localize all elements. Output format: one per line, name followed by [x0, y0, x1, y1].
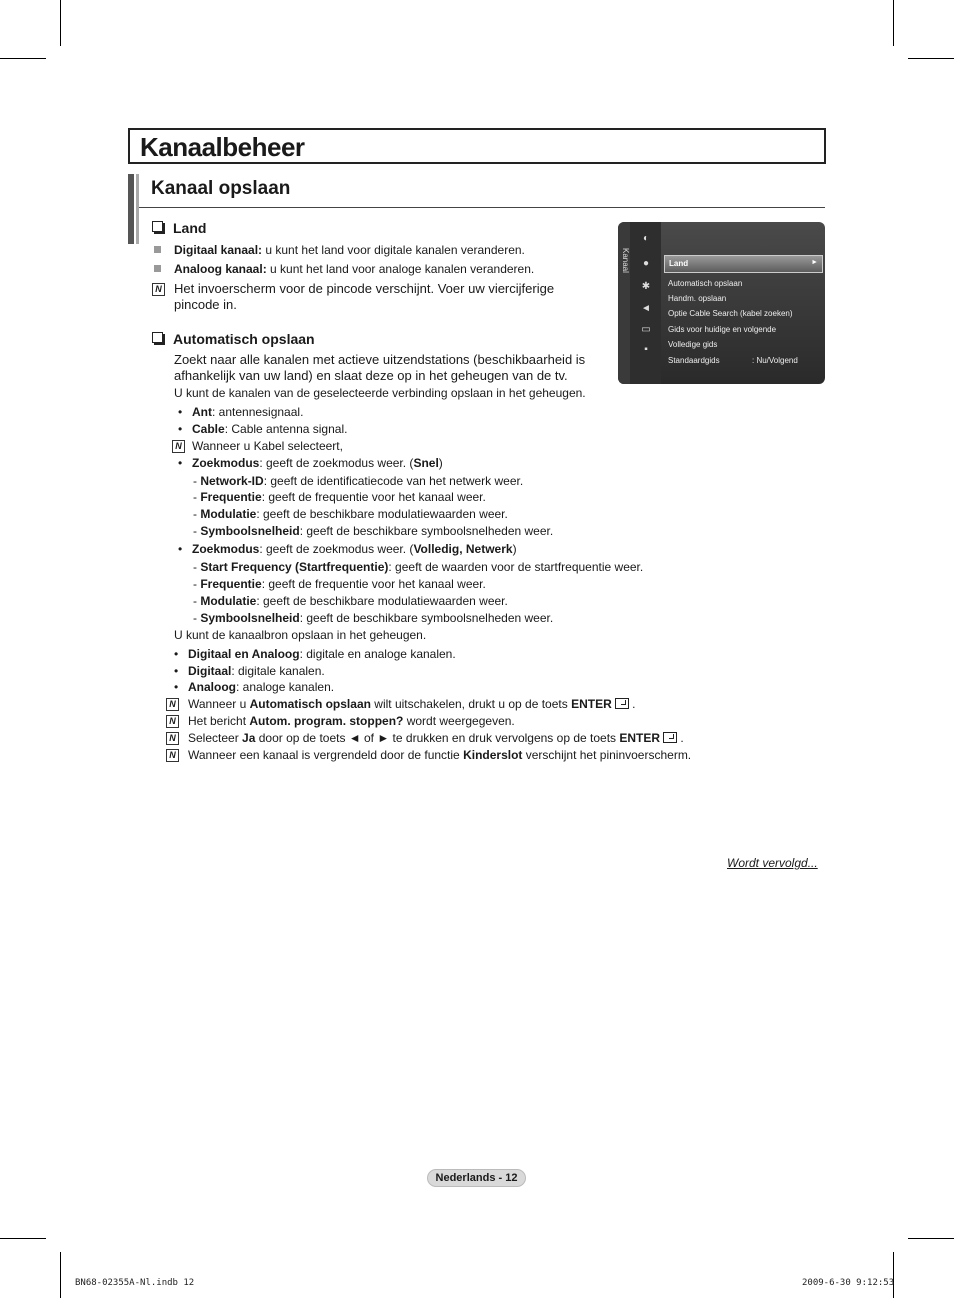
- section-divider: [139, 207, 825, 208]
- auto-line3: U kunt de kanalen van de geselecteerde verbinding opslaan in het geheugen.: [174, 386, 586, 400]
- bullet: •: [174, 647, 179, 661]
- section-bar: [128, 174, 134, 244]
- crop-mark: [893, 0, 894, 46]
- land-item-digital: Digitaal kanaal: u kunt het land voor digitale kanalen veranderen.: [174, 243, 525, 257]
- note-icon: N: [166, 749, 179, 762]
- ant-line: Ant: antennesignaal.: [192, 405, 304, 419]
- crop-mark: [60, 1252, 61, 1298]
- footer-file: BN68-02355A-Nl.indb 12: [75, 1278, 195, 1288]
- note-icon: N: [152, 283, 165, 296]
- menu-item: Standaardgids: [668, 356, 720, 365]
- footer-timestamp: 2009-6-30 9:12:53: [802, 1278, 895, 1288]
- enter-icon: [663, 732, 677, 743]
- z2-item: - Start Frequency (Startfrequentie): geeft de waarden voor de startfrequentie weer.: [193, 560, 644, 574]
- z1-item: - Modulatie: geeft de beschikbare modulatiewaarden weer.: [193, 507, 508, 521]
- note-line: Het bericht Autom. program. stoppen? wordt weergegeven.: [188, 714, 515, 728]
- section-title: Kanaal opslaan: [151, 178, 291, 199]
- bullet: •: [178, 405, 183, 419]
- zoekmodus-volledig: Zoekmodus: geeft de zoekmodus weer. (Volledig, Netwerk): [192, 542, 517, 556]
- bullet: •: [174, 664, 179, 678]
- auto-intro-line1: Zoekt naar alle kanalen met actieve uitzendstations (beschikbaarheid is: [174, 352, 586, 367]
- auto-heading: Automatisch opslaan: [152, 331, 315, 347]
- application-icon: ▭: [641, 324, 651, 335]
- menu-item-value: : Nu/Volgend: [752, 356, 798, 365]
- zoekmodus-snel: Zoekmodus: geeft de zoekmodus weer. (Snel): [192, 456, 443, 470]
- channel-icon: ●: [642, 258, 650, 269]
- input-icon: ◄: [641, 303, 651, 314]
- land-note-line1: Het invoerscherm voor de pincode verschijnt. Voer uw viercijferige: [174, 281, 555, 296]
- note-line: Selecteer Ja door op de toets ◄ of ► te drukken en druk vervolgens op de toets ENTER .: [188, 731, 684, 745]
- square-bullet-icon: [154, 246, 161, 253]
- page-title: Kanaalbeheer: [140, 132, 305, 162]
- note-icon: N: [166, 698, 179, 711]
- note-line: Wanneer u Automatisch opslaan wilt uitschakelen, drukt u op de toets ENTER .: [188, 697, 636, 711]
- note-icon: N: [172, 440, 185, 453]
- page-title-box: [128, 128, 826, 164]
- z2-item: - Frequentie: geeft de frequentie voor het kanaal weer.: [193, 577, 486, 591]
- picture-icon: ◐: [642, 233, 650, 244]
- continued-label: Wordt vervolgd...: [727, 856, 818, 870]
- gear-icon: ✱: [641, 281, 651, 292]
- crop-mark: [908, 58, 954, 59]
- bullet: •: [174, 680, 179, 694]
- menu-item: Volledige gids: [668, 340, 718, 349]
- crop-mark: [893, 1252, 894, 1298]
- auto-intro-line2: afhankelijk van uw land) en slaat deze op in het geheugen van de tv.: [174, 368, 568, 383]
- land-note-line2: pincode in.: [174, 297, 237, 312]
- note-icon: N: [166, 715, 179, 728]
- menu-item: Automatisch opslaan: [668, 279, 743, 288]
- menu-item: Handm. opslaan: [668, 294, 727, 303]
- bullet: •: [178, 456, 183, 470]
- src-item: Digitaal: digitale kanalen.: [188, 664, 325, 678]
- menu-item: Optie Cable Search (kabel zoeken): [668, 309, 793, 318]
- menu-selected-item: Land ►: [664, 255, 823, 273]
- z2-item: - Modulatie: geeft de beschikbare modulatiewaarden weer.: [193, 594, 508, 608]
- z1-item: - Frequentie: geeft de frequentie voor het kanaal weer.: [193, 490, 486, 504]
- src-item: Digitaal en Analoog: digitale en analoge kanalen.: [188, 647, 456, 661]
- bullet: •: [178, 422, 183, 436]
- enter-icon: [615, 698, 629, 709]
- z1-item: - Network-ID: geeft de identificatiecode van het netwerk weer.: [193, 474, 524, 488]
- land-heading: Land: [152, 220, 206, 236]
- source-line: U kunt de kanaalbron opslaan in het geheugen.: [174, 628, 427, 642]
- note-icon: N: [166, 732, 179, 745]
- land-item-analog: Analoog kanaal: u kunt het land voor analoge kanalen veranderen.: [174, 262, 535, 276]
- note-line: Wanneer een kanaal is vergrendeld door de functie Kinderslot verschijnt het pininvoerscherm.: [188, 748, 692, 762]
- checkbox-icon: [152, 221, 163, 232]
- crop-mark: [908, 1238, 954, 1239]
- crop-mark: [0, 1238, 46, 1239]
- cable-note: Wanneer u Kabel selecteert,: [192, 439, 343, 453]
- menu-side-label: Kanaal: [621, 248, 630, 273]
- z2-item: - Symboolsnelheid: geeft de beschikbare symboolsnelheden weer.: [193, 611, 554, 625]
- checkbox-icon: [152, 332, 163, 343]
- bullet: •: [178, 542, 183, 556]
- arrow-right-icon: ►: [811, 259, 818, 266]
- menu-item: Gids voor huidige en volgende: [668, 325, 777, 334]
- z1-item: - Symboolsnelheid: geeft de beschikbare symboolsnelheden weer.: [193, 524, 554, 538]
- square-bullet-icon: [154, 265, 161, 272]
- tv-menu-screenshot: [618, 222, 825, 384]
- cable-line: Cable: Cable antenna signal.: [192, 422, 348, 436]
- crop-mark: [0, 58, 46, 59]
- section-bar: [136, 174, 139, 244]
- src-item: Analoog: analoge kanalen.: [188, 680, 335, 694]
- crop-mark: [60, 0, 61, 46]
- page-number-badge: Nederlands - 12: [427, 1169, 526, 1187]
- support-icon: ▪: [644, 344, 648, 355]
